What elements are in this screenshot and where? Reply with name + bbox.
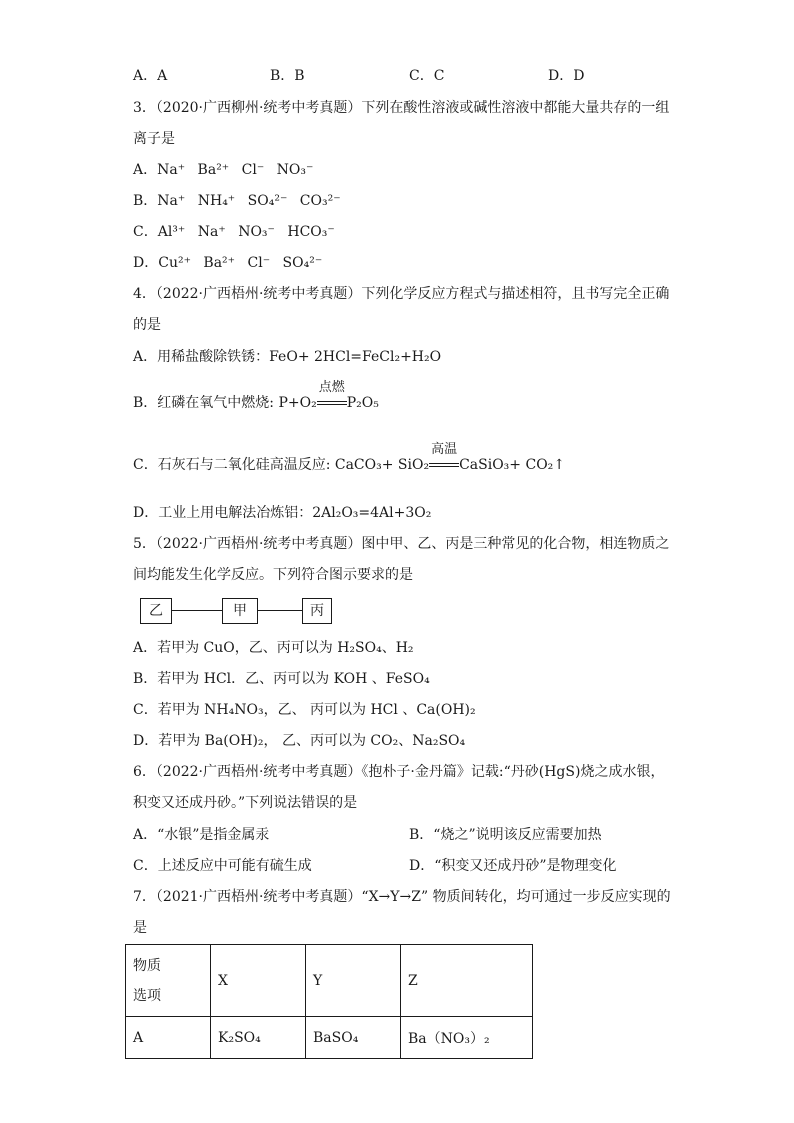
q2-option-d: D．D [548,68,585,84]
table-header-y: Y [306,945,401,1017]
q6-option-d: D．“积变又还成丹砂”是物理变化 [409,858,617,874]
q4-option-b: B．红磷在氧气中燃烧: P+O₂ 点燃 P₂O₅ [133,380,379,411]
q6-option-a: A．“水银”是指金属汞 [133,827,270,843]
table-header-x: X [211,945,306,1017]
q3-stem-line1: 3．（2020·广西柳州·统考中考真题）下列在酸性溶液或碱性溶液中都能大量共存的一组 [133,100,670,116]
diagram-connector-right [257,610,302,611]
reaction-condition: 高温 [429,455,459,475]
diagram-box-bing: 丙 [302,598,332,624]
q7-stem-line1: 7．（2021·广西梧州·统考中考真题）“X→Y→Z” 物质间转化，均可通过一步反应实现的 [133,889,671,905]
table-cell-y: BaSO₄ [306,1017,401,1059]
q3-option-a: A．Na⁺ Ba²⁺ Cl⁻ NO₃⁻ [133,162,314,178]
q4-stem-line1: 4．（2022·广西梧州·统考中考真题）下列化学反应方程式与描述相符，且书写完全正确 [133,286,670,302]
q6-option-b: B．“烧之”说明该反应需要加热 [409,827,602,843]
q2-option-b: B．B [270,68,305,84]
diagram-connector-left [171,610,222,611]
q5-option-a: A．若甲为 CuO，乙、丙可以为 H₂SO₄、H₂ [133,640,414,656]
q5-stem-line2: 间均能发生化学反应。下列符合图示要求的是 [133,567,413,583]
table-cell-option: A [126,1017,211,1059]
q4-option-a: A．用稀盐酸除铁锈：FeO+ 2HCl=FeCl₂+H₂O [133,349,442,365]
table-header-corner: 物质 选项 [126,945,211,1017]
q4-option-d: D．工业上用电解法冶炼铝：2Al₂O₃=4Al+3O₂ [133,505,432,521]
q4-option-c: C．石灰石与二氧化硅高温反应: CaCO₃+ SiO₂ 高温 CaSiO₃+ CO₂↑ [133,442,566,473]
q5-stem-line1: 5．（2022·广西梧州·统考中考真题）图中甲、乙、丙是三种常见的化合物，相连物质之 [133,536,670,552]
q3-option-c: C．Al³⁺ Na⁺ NO₃⁻ HCO₃⁻ [133,224,335,240]
q4-stem-line2: 的是 [133,317,161,333]
diagram-box-jia: 甲 [222,598,258,624]
q5-option-b: B．若甲为 HCl．乙、丙可以为 KOH 、FeSO₄ [133,671,430,687]
table-cell-z: Ba（NO₃）₂ [401,1017,533,1059]
table-cell-x: K₂SO₄ [211,1017,306,1059]
q7-options-table [125,944,533,1059]
q7-stem-line2: 是 [133,920,147,936]
q5-option-c: C．若甲为 NH₄NO₃，乙、 丙可以为 HCl 、Ca(OH)₂ [133,702,476,718]
table-header-z: Z [401,945,533,1017]
q3-stem-line2: 离子是 [133,131,175,147]
table-header-row [126,945,533,1017]
q3-option-b: B．Na⁺ NH₄⁺ SO₄²⁻ CO₃²⁻ [133,193,341,209]
q6-stem-line1: 6．（2022·广西梧州·统考中考真题）《抱朴子·金丹篇》记载:“丹砂(HgS)烧之成水银， [133,764,665,780]
table-row [126,1017,533,1059]
q2-option-c: C．C [409,68,445,84]
diagram-box-yi: 乙 [140,598,172,624]
q3-option-d: D．Cu²⁺ Ba²⁺ Cl⁻ SO₄²⁻ [133,255,323,271]
reaction-condition: 点燃 [317,393,347,413]
q6-stem-line2: 积变又还成丹砂。”下列说法错误的是 [133,795,358,811]
q6-option-c: C．上述反应中可能有硫生成 [133,858,312,874]
q2-option-a: A．A [133,68,168,84]
q5-option-d: D．若甲为 Ba(OH)₂， 乙、丙可以为 CO₂、Na₂SO₄ [133,733,466,749]
